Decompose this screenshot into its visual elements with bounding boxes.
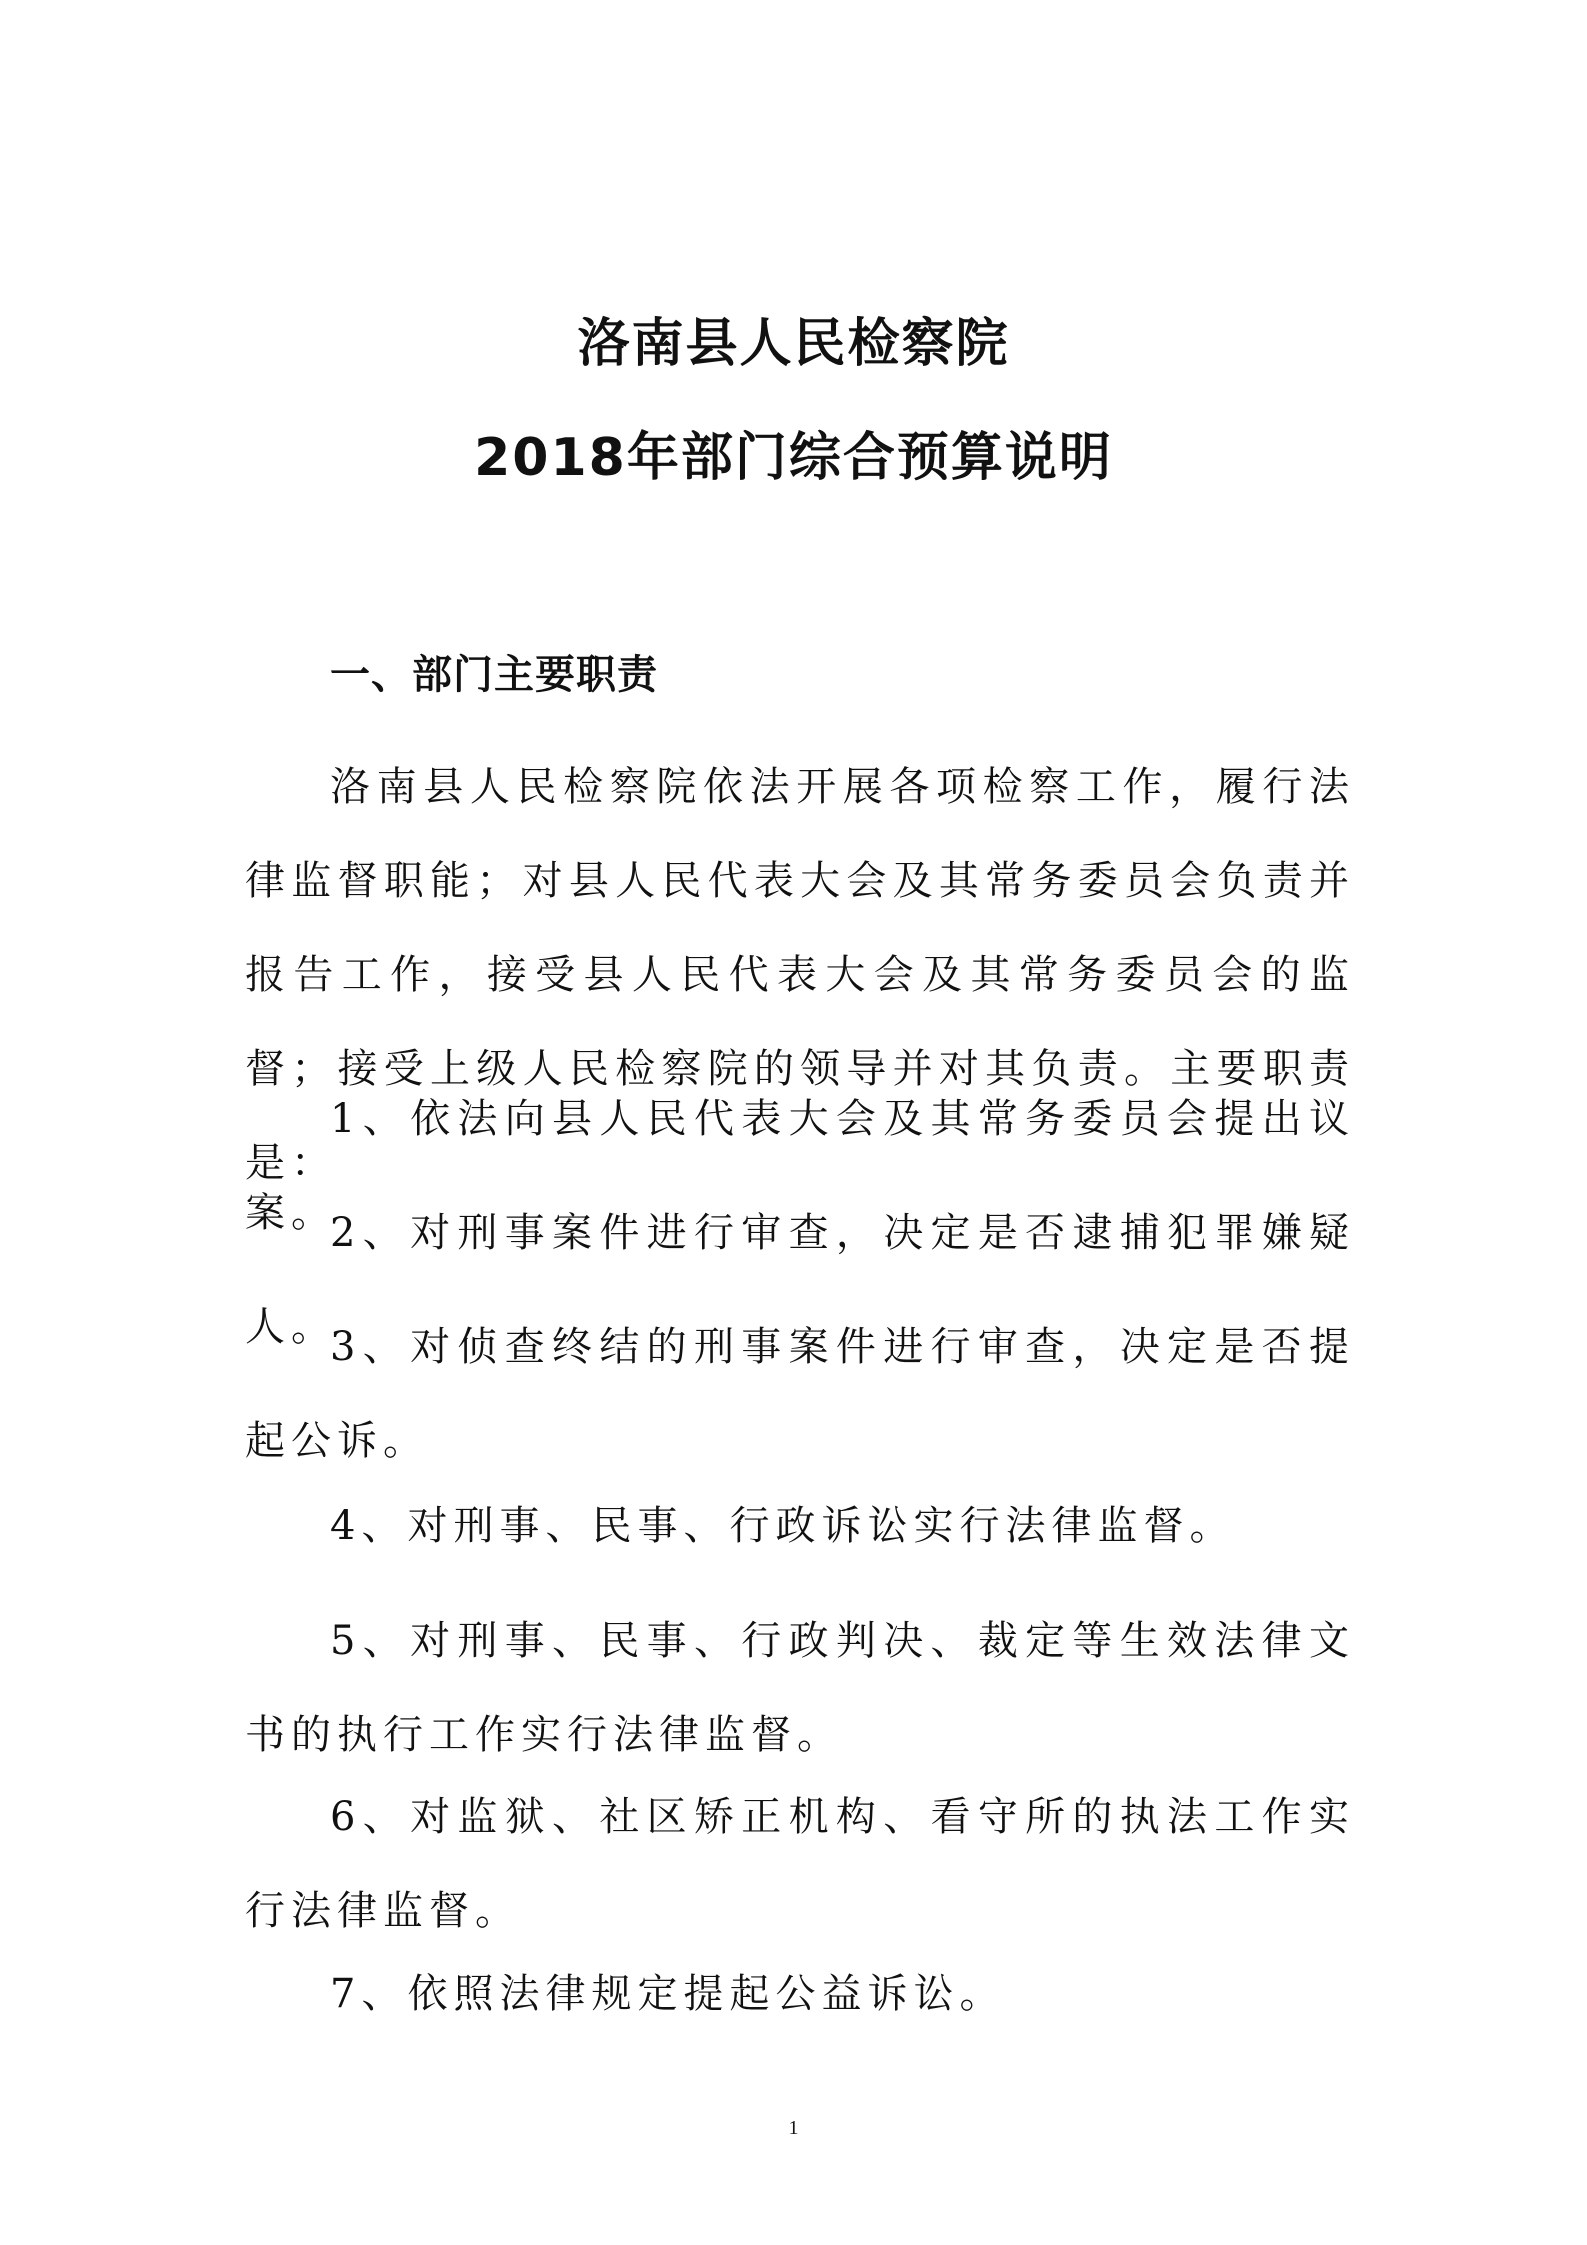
intro-paragraph: 洛南县人民检察院依法开展各项检察工作，履行法律监督职能；对县人民代表大会及其常务委员会负责并报告工作，接受县人民代表大会及其常务委员会的监督；接受上级人民检察院的领导并对其负责。主要职责是： [245, 764, 1355, 1186]
duty-item-7: 7、依照法律规定提起公益诉讼。 [330, 1971, 1006, 2017]
duty-item-1: 1、依法向县人民代表大会及其常务委员会提出议案。 [245, 1096, 1355, 1236]
document-title: 洛南县人民检察院 [577, 314, 1010, 374]
page-number: 1 [788, 2117, 799, 2139]
duty-item-3: 3、对侦查终结的刑事案件进行审查，决定是否提起公诉。 [245, 1324, 1355, 1464]
duty-item-2: 2、对刑事案件进行审查，决定是否逮捕犯罪嫌疑人。 [245, 1210, 1355, 1350]
document-subtitle: 2018年部门综合预算说明 [474, 428, 1113, 488]
duty-item-5: 5、对刑事、民事、行政判决、裁定等生效法律文书的执行工作实行法律监督。 [245, 1618, 1355, 1758]
section-heading: 一、部门主要职责 [330, 652, 658, 698]
duty-item-4: 4、对刑事、民事、行政诉讼实行法律监督。 [330, 1503, 1236, 1549]
duty-item-6: 6、对监狱、社区矫正机构、看守所的执法工作实行法律监督。 [245, 1794, 1355, 1934]
